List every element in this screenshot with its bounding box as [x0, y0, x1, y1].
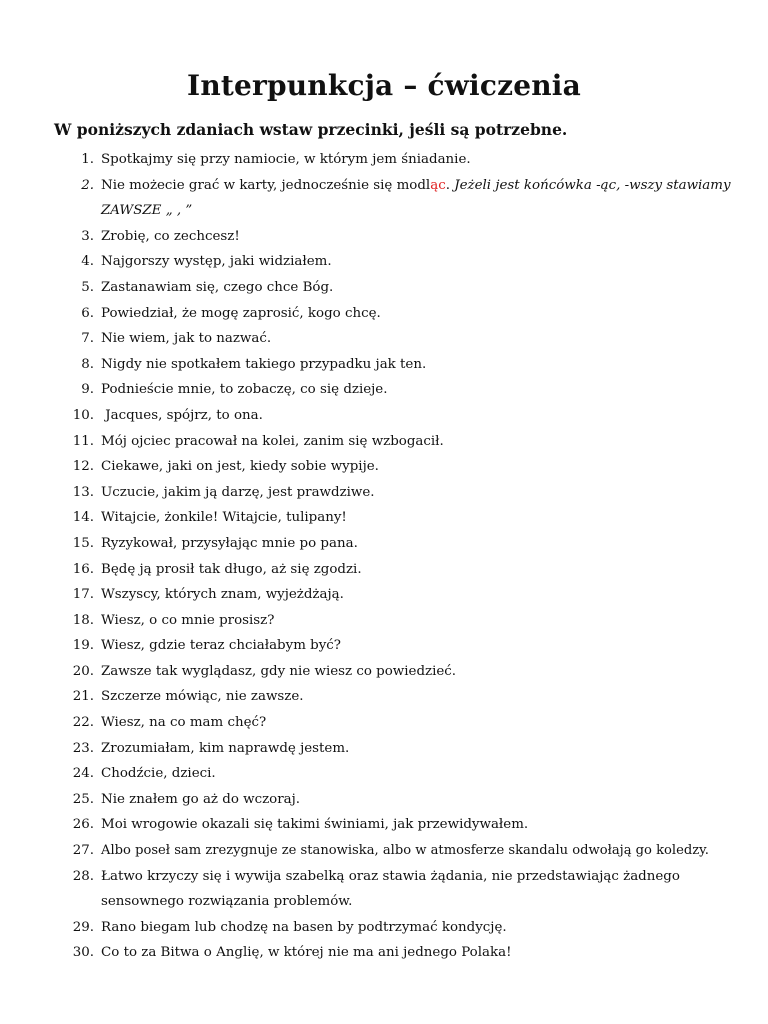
item-text-part: . [445, 177, 455, 193]
item-text: Ryzykował, przysyłając mnie po pana. [101, 535, 358, 551]
list-item [0, 684, 768, 710]
list-item [0, 838, 768, 864]
item-text: Wiesz, na co mam chęć? [101, 715, 267, 731]
item-number: 25. [72, 791, 94, 807]
item-text: Mój ojciec pracował na kolei, zanim się wzbogacił. [101, 433, 444, 449]
item-number: 20. [72, 663, 94, 679]
item-number: 5. [81, 279, 94, 295]
list-item [0, 480, 768, 506]
item-number: 19. [72, 638, 94, 654]
exercise-list [0, 147, 768, 966]
list-item [0, 940, 768, 966]
item-text: Wszyscy, których znam, wyjeżdżają. [101, 587, 344, 603]
item-number: 22. [72, 715, 94, 731]
highlighted-ending: ąc [430, 177, 446, 193]
item-text: Nigdy nie spotkałem takiego przypadku jak ten. [101, 356, 427, 372]
list-item [0, 531, 768, 557]
list-item [0, 710, 768, 736]
list-item [0, 173, 768, 224]
item-number: 6. [81, 305, 94, 321]
item-number: 15. [72, 535, 94, 551]
item-number: 2. [81, 177, 94, 193]
list-item [0, 787, 768, 813]
item-number: 14. [72, 510, 94, 526]
list-item [0, 301, 768, 327]
list-item [0, 326, 768, 352]
item-number: 12. [72, 459, 94, 475]
item-text: Zawsze tak wyglądasz, gdy nie wiesz co powiedzieć. [101, 663, 457, 679]
rule-note: Jeżeli jest końcówka -ąc, -wszy stawiamy [454, 177, 731, 193]
list-item [0, 608, 768, 634]
item-text: Podnieście mnie, to zobaczę, co się dzieje. [101, 382, 388, 398]
list-item [0, 147, 768, 173]
item-number: 29. [72, 919, 94, 935]
item-number: 23. [72, 740, 94, 756]
item-number: 27. [72, 843, 94, 859]
item-text-part: Nie możecie grać w karty, jednocześnie się modl [101, 177, 431, 193]
page-title: Interpunkcja – ćwiczenia [187, 69, 581, 102]
list-item [0, 275, 768, 301]
item-number: 13. [72, 484, 94, 500]
item-text [101, 173, 731, 199]
item-text: Chodźcie, dzieci. [101, 766, 216, 782]
item-number: 16. [72, 561, 94, 577]
list-item [0, 633, 768, 659]
rule-note-continuation: ZAWSZE „ , ” [101, 203, 193, 219]
item-text: Szczerze mówiąc, nie zawsze. [101, 689, 304, 705]
list-item [0, 736, 768, 762]
item-number: 30. [72, 945, 94, 961]
item-number: 21. [72, 689, 94, 705]
item-number: 7. [81, 331, 94, 347]
list-item [0, 659, 768, 685]
item-text: Witajcie, żonkile! Witajcie, tulipany! [101, 510, 347, 526]
list-item [0, 454, 768, 480]
item-number: 1. [81, 152, 94, 167]
list-item [0, 224, 768, 250]
item-number: 11. [72, 433, 94, 449]
item-text-continuation: sensownego rozwiązania problemów. [101, 894, 353, 910]
item-number: 28. [72, 868, 94, 884]
list-item [0, 864, 768, 915]
list-item [0, 915, 768, 941]
item-text: Powiedział, że mogę zaprosić, kogo chcę. [101, 305, 381, 321]
item-text: Uczucie, jakim ją darzę, jest prawdziwe. [101, 484, 375, 500]
item-text: Ciekawe, jaki on jest, kiedy sobie wypije. [101, 459, 379, 475]
item-text: Zrobię, co zechcesz! [101, 228, 240, 244]
item-text: Wiesz, o co mnie prosisz? [101, 612, 275, 628]
item-number: 18. [72, 612, 94, 628]
list-item [0, 505, 768, 531]
item-text: Najgorszy występ, jaki widziałem. [101, 254, 332, 270]
list-item [0, 582, 768, 608]
item-number: 4. [81, 254, 94, 270]
item-text: Moi wrogowie okazali się takimi świniami, jak przewidywałem. [101, 817, 529, 833]
list-item [0, 249, 768, 275]
item-text: Zrozumiałam, kim naprawdę jestem. [101, 740, 350, 756]
item-number: 26. [72, 817, 94, 833]
item-number: 3. [81, 228, 94, 244]
list-item [0, 761, 768, 787]
item-text: Spotkajmy się przy namiocie, w którym jem śniadanie. [101, 152, 471, 167]
item-text: Jacques, spójrz, to ona. [101, 407, 263, 423]
list-item [0, 403, 768, 429]
item-number: 24. [72, 766, 94, 782]
item-text: Będę ją prosił tak długo, aż się zgodzi. [101, 561, 362, 577]
item-text: Co to za Bitwa o Anglię, w której nie ma ani jednego Polaka! [101, 945, 512, 961]
list-item [0, 352, 768, 378]
list-item [0, 557, 768, 583]
item-number: 17. [72, 587, 94, 603]
item-number: 8. [81, 356, 94, 372]
item-text: Albo poseł sam zrezygnuje ze stanowiska, albo w atmosferze skandalu odwołają go koledzy. [101, 843, 709, 859]
item-text: Łatwo krzyczy się i wywija szabelką oraz stawia żądania, nie przedstawiając żadnego [101, 868, 680, 884]
item-text: Nie wiem, jak to nazwać. [101, 331, 272, 347]
item-text: Zastanawiam się, czego chce Bóg. [101, 279, 334, 295]
item-text: Wiesz, gdzie teraz chciałabym być? [101, 638, 341, 654]
item-number: 10. [72, 407, 94, 423]
item-text: Rano biegam lub chodzę na basen by podtrzymać kondycję. [101, 919, 507, 935]
list-item [0, 429, 768, 455]
list-item [0, 812, 768, 838]
item-text: Nie znałem go aż do wczoraj. [101, 791, 301, 807]
list-item [0, 377, 768, 403]
instruction-heading: W poniższych zdaniach wstaw przecinki, jeśli są potrzebne. [54, 120, 568, 139]
item-number: 9. [81, 382, 94, 398]
